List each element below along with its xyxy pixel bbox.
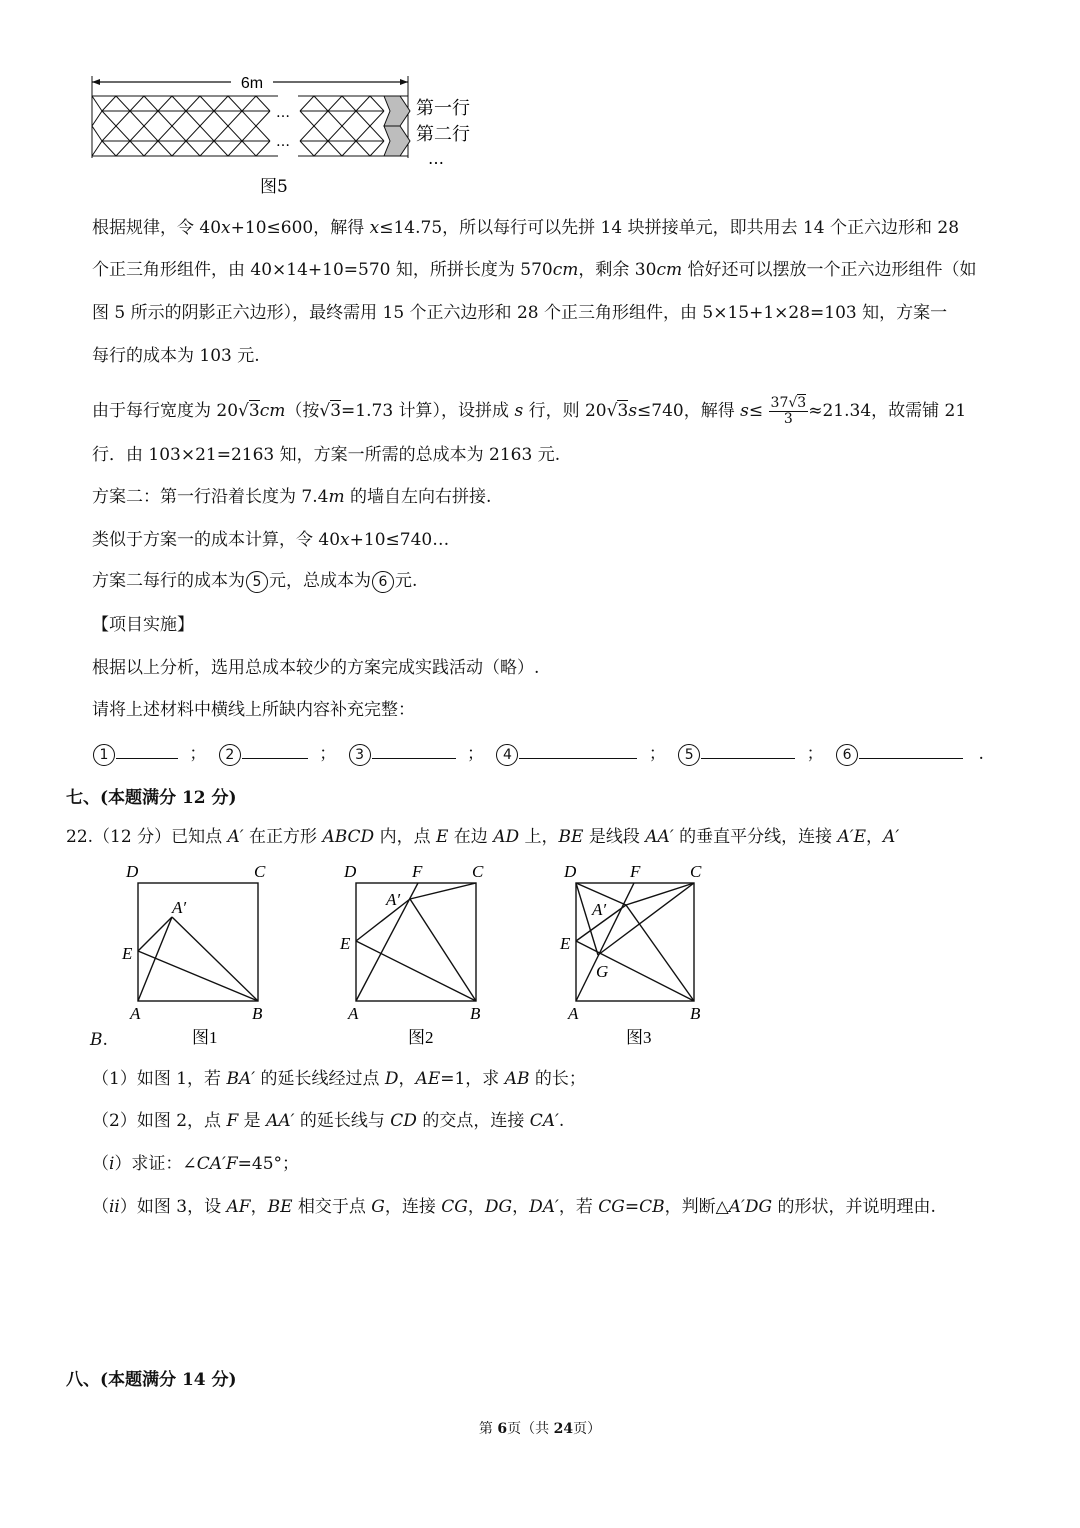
fig2-label-c: C (472, 862, 484, 881)
sub-question-2ii: （ii）如图 3，设 AF，BE 相交于点 G，连接 CG，DG，DA′，若 CG=CB，判断△A′DG 的形状，并说明理由. (92, 1197, 936, 1217)
fig3-label-b: B (690, 1004, 701, 1023)
fig3-label-c: C (690, 862, 702, 881)
row2-label: 第二行 (416, 124, 470, 145)
figure-1-caption: 图1 (192, 1028, 218, 1047)
fig2-label-e: E (340, 934, 351, 953)
sub-question-2i: （i）求证：∠CA′F=45°； (92, 1154, 300, 1174)
fig1-label-ap: A′ (172, 898, 187, 917)
impl-title: 【项目实施】 (92, 615, 194, 635)
fig2-label-b: B (470, 1004, 481, 1023)
fig1-label-c: C (254, 862, 266, 881)
fig3-label-ap: A′ (592, 900, 607, 919)
fig1-label-b: B (252, 1004, 263, 1023)
blank-6[interactable] (859, 742, 963, 759)
blanks-row: 1 ； 2 ； 3 ； 4 ； 5 ； 6 . (92, 742, 984, 766)
width-label: 6m (240, 75, 264, 92)
sub-question-1: （1）如图 1，若 BA′ 的延长线经过点 D，AE=1，求 AB 的长； (92, 1069, 586, 1089)
fig2-label-f: F (412, 862, 423, 881)
fig2-label-ap: A′ (386, 890, 401, 909)
blank-3[interactable] (372, 742, 456, 759)
para1-line4: 每行的成本为 103 元. (92, 346, 260, 366)
fig2-label-d: D (344, 862, 357, 881)
blank-2[interactable] (242, 742, 308, 759)
fig1-label-d: D (126, 862, 139, 881)
fig3-label-g: G (596, 962, 609, 981)
fig3-label-f: F (630, 862, 641, 881)
row-more-label: … (428, 149, 444, 168)
fig3-label-e: E (560, 934, 571, 953)
sub-question-2: （2）如图 2，点 F 是 AA′ 的延长线与 CD 的交点，连接 CA′. (92, 1111, 565, 1131)
row1-label: 第一行 (416, 98, 470, 119)
fig3-label-a: A (568, 1004, 579, 1023)
figure-5 (86, 72, 486, 198)
cost-line: 方案二每行的成本为 5 元，总成本为 6 元. (92, 571, 418, 591)
para2-line2: 行．由 103×21=2163 知，方案一所需的总成本为 2163 元. (92, 445, 561, 465)
para1-line3: 图 5 所示的阴影正六边形），最终需用 15 个正六边形和 28 个正三角形组件，由 5×15+1×28=103 知，方案一 (92, 303, 948, 323)
fraction: $\frac{37√3}{3}$ (770, 395, 807, 427)
blank-4[interactable] (519, 742, 637, 759)
figure-2-caption: 图2 (408, 1028, 434, 1047)
para2-line1: 由于每行宽度为 20√3cm（按√3=1.73 计算），设拼成 s 行，则 20√3s≤740，解得 s≤ $\frac{37√3}{3}$ ≈21.34，故需铺 21 (92, 395, 967, 427)
section-8-heading: 八、(本题满分 14 分) (66, 1370, 237, 1390)
fill-prompt: 请将上述材料中横线上所缺内容补充完整： (92, 700, 415, 720)
figure-1 (138, 883, 258, 1001)
page-footer: 第 6页（共 24页） (478, 1421, 602, 1437)
plan2-line: 方案二：第一行沿着长度为 7.4m 的墙自左向右拼接. (92, 487, 492, 507)
figure-2 (356, 883, 476, 1001)
dots-top: … (276, 105, 290, 121)
q22-tail: B. (90, 1030, 108, 1050)
fig1-label-e: E (122, 944, 133, 963)
fig1-label-a: A (130, 1004, 141, 1023)
figure-3-caption: 图3 (626, 1028, 652, 1047)
fig3-label-d: D (564, 862, 577, 881)
impl-text: 根据以上分析，选用总成本较少的方案完成实践活动（略）. (92, 658, 540, 678)
geometry-figures (110, 855, 730, 1055)
blank-1[interactable] (116, 742, 178, 759)
dots-bottom: … (276, 134, 290, 150)
figure-5-caption: 图5 (260, 177, 288, 197)
para1-line2: 个正三角形组件，由 40×14+10=570 知，所拼长度为 570cm，剩余 30cm 恰好还可以摆放一个正六边形组件（如 (92, 260, 977, 280)
blank-5[interactable] (701, 742, 795, 759)
similar-line: 类似于方案一的成本计算，令 40x+10≤740… (92, 530, 450, 550)
fig2-label-a: A (348, 1004, 359, 1023)
para1-line1: 根据规律，令 40x+10≤600，解得 x≤14.75，所以每行可以先拼 14 块拼接单元，即共用去 14 个正六边形和 28 (92, 218, 960, 238)
section-7-heading: 七、(本题满分 12 分) (66, 788, 237, 808)
q22-stem: 22.（12 分）已知点 A′ 在正方形 ABCD 内，点 E 在边 AD 上，BE 是线段 AA′ 的垂直平分线，连接 A′E，A′ (66, 827, 900, 847)
